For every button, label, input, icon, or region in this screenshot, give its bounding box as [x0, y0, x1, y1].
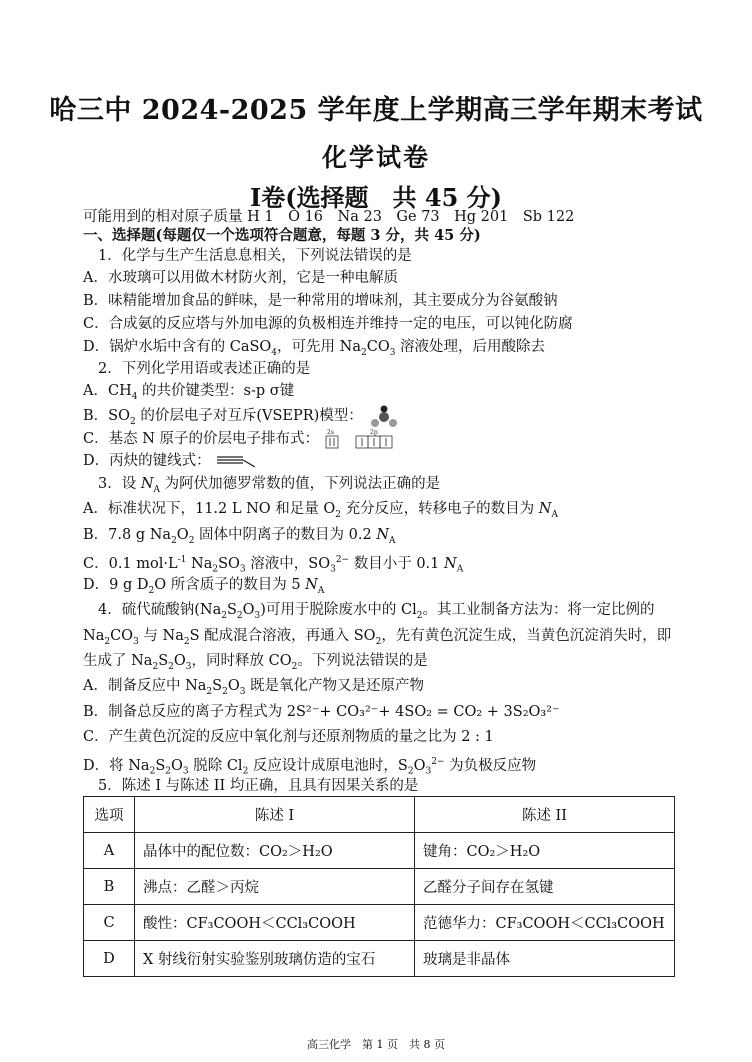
- orbital-diagram-icon: [324, 428, 400, 450]
- q3-option-d: D．9 g $D_2O$ 所含质子的数目为 5 $N_A$: [83, 577, 325, 596]
- q2-stem: 2．下列化学用语或表述正确的是: [98, 361, 311, 377]
- q4-stem-line-2: $Na_2CO_3$ 与 $Na_2S$ 配成混合溶液，再通入 $SO_2$，先有黄色沉淀生成，当黄色沉淀消失时，即: [83, 628, 672, 647]
- table-cell-option: B: [84, 869, 135, 905]
- table-cell-option: A: [84, 833, 135, 869]
- q1-stem: 1．化学与生产生活息息相关，下列说法错误的是: [98, 248, 412, 264]
- table-row: [84, 869, 675, 905]
- table-row: [84, 833, 675, 869]
- q1-option-b: B．味精能增加食品的鲜味，是一种常用的增味剂，其主要成分为谷氨酸钠: [83, 293, 558, 309]
- subject-title: 化学试卷: [321, 143, 430, 172]
- table-row: [84, 941, 675, 977]
- section-title: I卷(选择题 共 45 分): [249, 183, 503, 212]
- table-cell-option: D: [84, 941, 135, 977]
- q3-option-a: A．标准状况下，11.2 L NO 和足量 $O_2$ 充分反应，转移电子的数目为 $N_A$: [83, 501, 558, 520]
- q4-option-b: B．制备总反应的离子方程式为 2S²⁻+ CO₃²⁻+ 4SO₂ = CO₂ + 3S₂O₃²⁻: [83, 704, 560, 720]
- q3-option-b: B．7.8 g $Na_2O_2$ 固体中阴离子的数目为 0.2 $N_A$: [83, 527, 396, 546]
- q1-option-a: A．水玻璃可以用做木材防火剂，它是一种电解质: [83, 270, 398, 286]
- table-cell-statement-2: 玻璃是非晶体: [415, 941, 675, 977]
- table-cell-statement-1: 晶体中的配位数：CO₂＞H₂O: [135, 833, 415, 869]
- svg-text:2p: 2p: [369, 429, 378, 436]
- table-cell-statement-1: X 射线衍射实验鉴别玻璃仿造的宝石: [135, 941, 415, 977]
- q5-comparison-table: [83, 796, 675, 977]
- q1-option-c: C．合成氨的反应塔与外加电源的负极相连并维持一定的电压，可以钝化防腐: [83, 316, 573, 332]
- table-header-cell: 选项: [84, 797, 135, 833]
- table-cell-statement-1: 酸性：CF₃COOH＜CCl₃COOH: [135, 905, 415, 941]
- table-cell-statement-2: 乙醛分子间存在氢键: [415, 869, 675, 905]
- table-header-cell: 陈述 II: [415, 797, 675, 833]
- table-header-row: [84, 797, 675, 833]
- page-footer: 高三化学 第 1 页 共 8 页: [307, 1038, 445, 1051]
- q3-option-c: C．0.1 $mol\cdot L^{-1}$ $Na_2SO_3$ 溶液中，$SO_3^{2-}$ 数目小于 0.1 $N_A$: [83, 555, 464, 575]
- q2-option-a: A．$CH_4$ 的共价键类型：s-p σ键: [83, 383, 295, 402]
- table-header-cell: 陈述 I: [135, 797, 415, 833]
- q4-stem-line-3: 生成了 $Na_2S_2O_3$，同时释放 $CO_2$。下列说法错误的是: [83, 653, 428, 672]
- part-heading: 一、选择题(每题仅一个选项符合题意，每题 3 分，共 45 分): [83, 227, 481, 244]
- exam-title: 哈三中 2024-2025 学年度上学期高三学年期末考试: [49, 95, 703, 126]
- q5-stem: 5．陈述 I 与陈述 II 均正确，且具有因果关系的是: [98, 778, 419, 794]
- q4-option-a: A．制备反应中 $Na_2S_2O_3$ 既是氧化产物又是还原产物: [83, 678, 425, 697]
- q2-option-c: C．基态 N 原子的价层电子排布式： 2s 2p: [83, 428, 400, 450]
- vsepr-model-icon: [367, 404, 401, 428]
- q2-option-b: B．$SO_2$ 的价层电子对互斥(VSEPR)模型：: [83, 404, 401, 431]
- table-cell-option: C: [84, 905, 135, 941]
- table-cell-statement-2: 范德华力：CF₃COOH＜CCl₃COOH: [415, 905, 675, 941]
- q4-option-c: C．产生黄色沉淀的反应中氧化剂与还原剂物质的量之比为 2 : 1: [83, 729, 494, 745]
- atomic-masses: 可能用到的相对原子质量 H 1 O 16 Na 23 Ge 73 Hg 201 Sb 122: [83, 209, 575, 225]
- table-cell-statement-2: 键角：CO₂＞H₂O: [415, 833, 675, 869]
- q3-stem: 3．设 $N_A$ 为阿伏加德罗常数的值，下列说法正确的是: [98, 476, 441, 495]
- table-cell-statement-1: 沸点：乙醛＞丙烷: [135, 869, 415, 905]
- q4-stem-line-1: 4．硫代硫酸钠$(Na_2S_2O_3)$可用于脱除废水中的 $Cl_2$。其工业制备方法为：将一定比例的: [98, 602, 655, 621]
- q4-option-d: D．将 $Na_2S_2O_3$ 脱除 $Cl_2$ 反应设计成原电池时，$S_2O_3^{2-}$ 为负极反应物: [83, 757, 537, 777]
- q1-option-d: D．锅炉水垢中含有的 CaSO$_4$，可先用 $Na_2CO_3$ 溶液处理，后用酸除去: [83, 339, 546, 358]
- propyne-skeletal-icon: [215, 452, 259, 470]
- svg-text:2s: 2s: [326, 429, 334, 436]
- q2-option-d: D．丙炔的键线式：: [83, 452, 259, 470]
- table-row: [84, 905, 675, 941]
